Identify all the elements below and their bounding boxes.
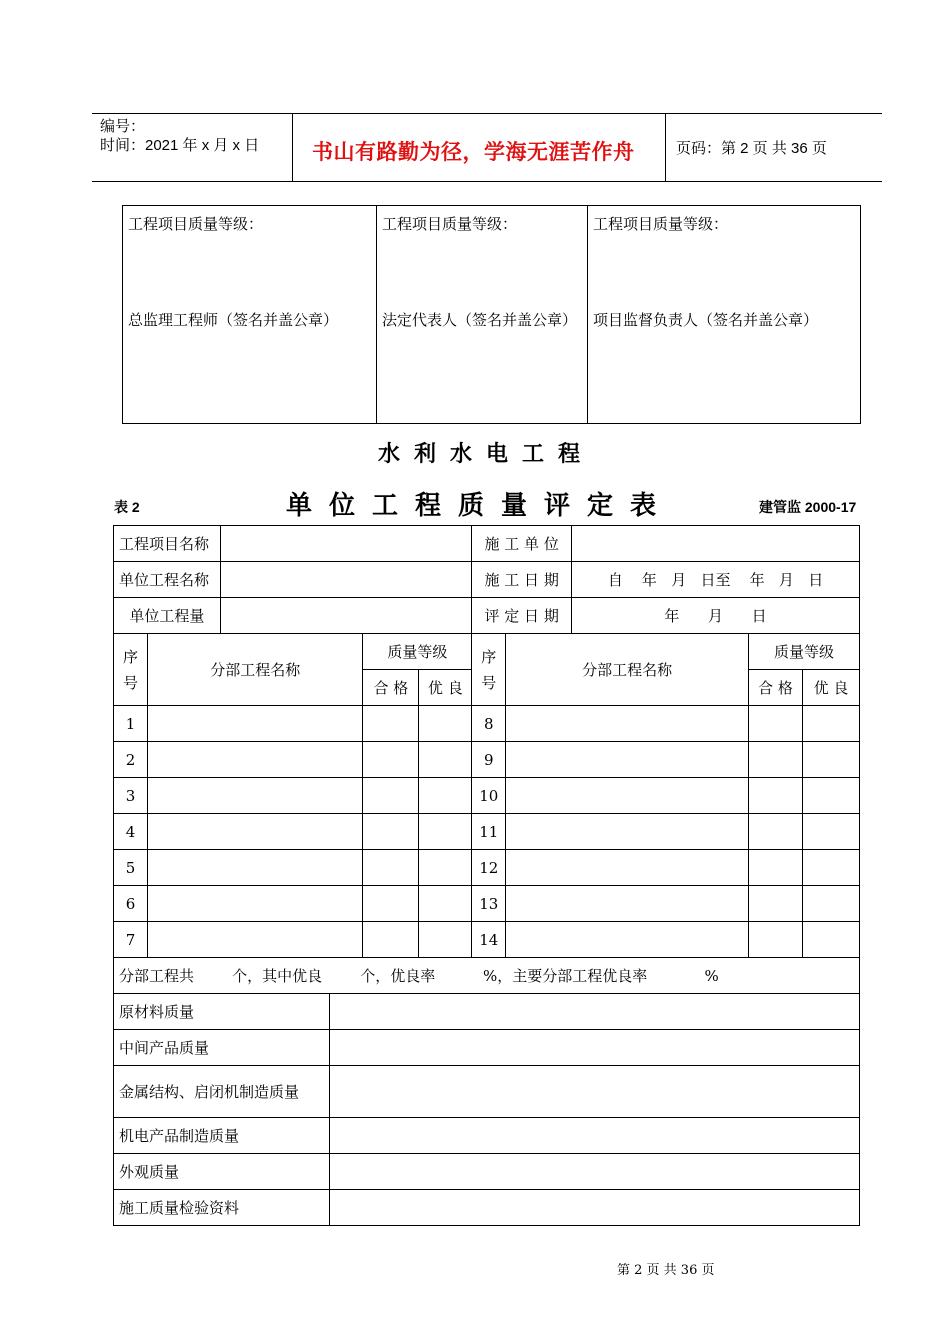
page-footer: 第 2 页 共 36 页 [617, 1263, 715, 1278]
item-label: 金属结构、启闭机制造质量 [114, 1066, 330, 1118]
excellent-header-right: 优 良 [802, 670, 859, 706]
table-row [114, 850, 860, 886]
header-divider-1 [292, 113, 293, 181]
seq-cell: 6 [114, 886, 148, 922]
seq-cell: 12 [472, 850, 506, 886]
seq-header-left: 序号 [114, 634, 148, 706]
document-time: 时间：2021 年 x 月 x 日 [100, 137, 260, 154]
eval-date-label: 评 定 日 期 [472, 598, 572, 634]
table-row [114, 922, 860, 958]
seq-cell: 2 [114, 742, 148, 778]
header-motto: 书山有路勤为径，学海无涯苦作舟 [312, 139, 635, 164]
header-bottom-rule [92, 181, 882, 182]
summary-row: 分部工程共 个，其中优良 个，优良率 %，主要分部工程优良率 % [114, 958, 860, 994]
item-label: 外观质量 [114, 1154, 330, 1190]
unit-name-label: 单位工程名称 [114, 562, 221, 598]
signature-grade-label: 工程项目质量等级： [128, 215, 264, 233]
seq-cell: 14 [472, 922, 506, 958]
table-row [114, 814, 860, 850]
project-name-value [220, 526, 471, 562]
document-number: 编号： [100, 118, 146, 135]
table-row [114, 778, 860, 814]
signature-grade-label: 工程项目质量等级： [593, 215, 729, 233]
signature-cell-monitor [588, 206, 861, 424]
seq-cell: 11 [472, 814, 506, 850]
subproject-header-left: 分部工程名称 [147, 634, 362, 706]
table-row [114, 994, 860, 1030]
item-label: 中间产品质量 [114, 1030, 330, 1066]
unit-quantity-value [220, 598, 471, 634]
seq-cell: 5 [114, 850, 148, 886]
item-label: 施工质量检验资料 [114, 1190, 330, 1226]
seq-cell: 3 [114, 778, 148, 814]
item-label: 原材料质量 [114, 994, 330, 1030]
seq-cell: 13 [472, 886, 506, 922]
signature-signer: 项目监督负责人（签名并盖公章） [593, 311, 819, 329]
header-divider-2 [665, 113, 666, 181]
seq-cell: 1 [114, 706, 148, 742]
contractor-label: 施 工 单 位 [472, 526, 572, 562]
header-page-info: 页码：第 2 页 共 36 页 [676, 140, 827, 157]
table-row [114, 1030, 860, 1066]
title-line-1: 水利水电工程 [378, 442, 595, 467]
signature-cell-legal [377, 206, 588, 424]
signature-cell-supervisor [123, 206, 377, 424]
construction-date-value: 自 年 月 日至 年 月 日 [572, 562, 860, 598]
seq-cell: 7 [114, 922, 148, 958]
table-row [114, 1190, 860, 1226]
grade-header-left: 质量等级 [363, 634, 472, 670]
header-top-rule [92, 113, 882, 114]
unit-name-value [220, 562, 471, 598]
unit-quantity-label: 单位工程量 [114, 598, 221, 634]
table-row [114, 886, 860, 922]
construction-date-label: 施 工 日 期 [472, 562, 572, 598]
signature-table [122, 205, 861, 424]
signature-grade-label: 工程项目质量等级： [382, 215, 518, 233]
seq-header-right: 序号 [472, 634, 506, 706]
grade-header-right: 质量等级 [748, 634, 859, 670]
signature-signer: 总监理工程师（签名并盖公章） [128, 311, 339, 329]
excellent-header-left: 优 良 [419, 670, 472, 706]
table-row [114, 1066, 860, 1118]
table-row [114, 1118, 860, 1154]
subproject-header-right: 分部工程名称 [506, 634, 749, 706]
item-label: 机电产品制造质量 [114, 1118, 330, 1154]
table-row [114, 742, 860, 778]
form-code: 建管监 2000-17 [759, 499, 857, 515]
eval-date-value: 年 月 日 [572, 598, 860, 634]
table-row [114, 1154, 860, 1190]
pass-header-right: 合 格 [748, 670, 802, 706]
seq-cell: 8 [472, 706, 506, 742]
seq-cell: 10 [472, 778, 506, 814]
title-line-2: 单位工程质量评定表 [286, 491, 674, 521]
table-row [114, 706, 860, 742]
seq-cell: 9 [472, 742, 506, 778]
evaluation-table [113, 525, 860, 1226]
seq-cell: 4 [114, 814, 148, 850]
signature-signer: 法定代表人（签名并盖公章） [382, 311, 578, 329]
project-name-label: 工程项目名称 [114, 526, 221, 562]
pass-header-left: 合 格 [363, 670, 419, 706]
contractor-value [572, 526, 860, 562]
table-number: 表 2 [114, 499, 140, 515]
